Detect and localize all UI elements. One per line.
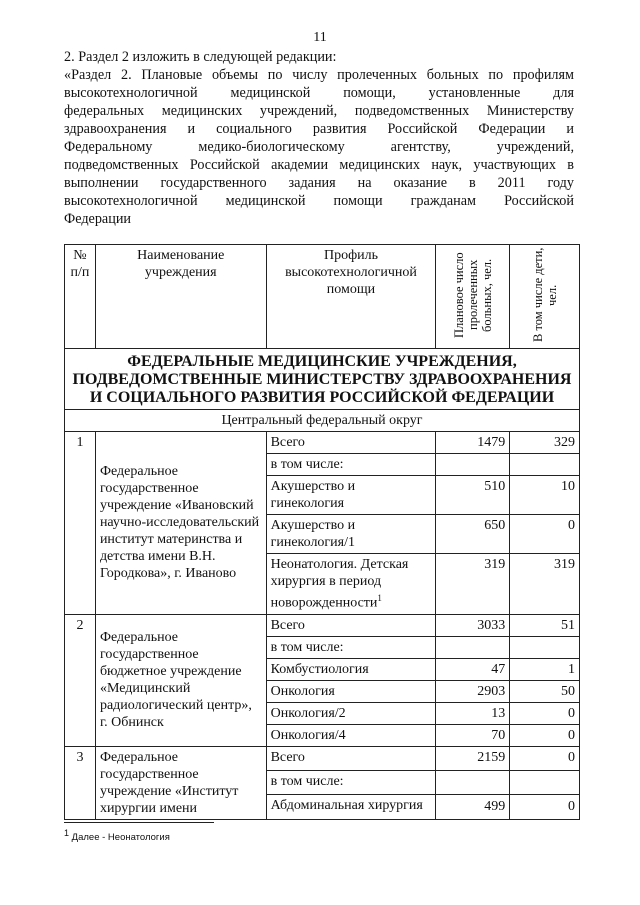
header-num: № п/п (65, 245, 96, 349)
children-cell (510, 454, 580, 476)
plan-cell: 510 (436, 476, 510, 515)
profile-cell: Акушерство и гинекология/1 (266, 515, 436, 554)
profile-cell: в том числе: (266, 636, 436, 658)
plan-cell: 47 (436, 658, 510, 680)
plan-cell: 13 (436, 702, 510, 724)
plan-cell: 499 (436, 795, 510, 819)
row-num: 1 (65, 432, 96, 615)
district-row: Центральный федеральный округ (65, 410, 580, 432)
row-num: 3 (65, 746, 96, 819)
volumes-table (64, 244, 580, 820)
table-row (65, 432, 580, 454)
children-cell: 0 (510, 702, 580, 724)
profile-cell: Онкология (266, 680, 436, 702)
profile-cell (266, 554, 436, 615)
header-plan: Плановое число пролеченных больных, чел. (451, 252, 494, 338)
intro-line: выполнении государственного задания на оказание в 2011 году (64, 175, 574, 191)
plan-cell: 2159 (436, 746, 510, 770)
institution-name: Федеральное государственное учреждение «Ивановский научно-исследовательский институт материнства и детства имени В.Н. Городкова», г. Иваново (95, 432, 266, 615)
profile-cell: Акушерство и гинекология (266, 476, 436, 515)
table-row (65, 746, 580, 770)
profile-cell: Онкология/2 (266, 702, 436, 724)
children-cell: 319 (510, 554, 580, 615)
intro-line: федеральных медицинских учреждений, подведомственных Министерству (64, 103, 574, 119)
intro-line: высокотехнологичной медицинской помощи, установленные для (64, 85, 574, 101)
institution-name: Федеральное государственное учреждение «Институт хирургии имени (95, 746, 266, 819)
footnote (64, 828, 170, 843)
header-profile: Профиль высокотехнологичной помощи (266, 245, 436, 349)
children-cell: 0 (510, 724, 580, 746)
plan-cell: 3033 (436, 614, 510, 636)
intro-line: высокотехнологичной медицинской помощи гражданам Российской (64, 193, 574, 209)
intro-line: Федеральному медико-биологическому агентству, учреждений, (64, 139, 574, 155)
intro-line: здравоохранения и социального развития Российской Федерации и (64, 121, 574, 137)
plan-cell: 2903 (436, 680, 510, 702)
footnote-ref: 1 (377, 593, 382, 603)
children-cell: 10 (510, 476, 580, 515)
profile-cell: Онкология/4 (266, 724, 436, 746)
header-name: Наименование учреждения (95, 245, 266, 349)
children-cell: 0 (510, 795, 580, 819)
profile-cell: в том числе: (266, 454, 436, 476)
profile-cell: Всего (266, 614, 436, 636)
children-cell: 0 (510, 515, 580, 554)
plan-cell: 1479 (436, 432, 510, 454)
intro-text (64, 48, 574, 228)
header-children-cell (510, 245, 580, 349)
profile-cell: в том числе: (266, 770, 436, 794)
plan-cell: 70 (436, 724, 510, 746)
header-plan-cell (436, 245, 510, 349)
profile-text: Неонатология. Детская хирургия в период новорожденности (270, 557, 409, 611)
footnote-text: Далее - Неонатология (69, 832, 170, 844)
plan-cell (436, 454, 510, 476)
children-cell: 1 (510, 658, 580, 680)
intro-line: «Раздел 2. Плановые объемы по числу пролеченных больных по профилям (64, 67, 574, 83)
table-row (65, 614, 580, 636)
header-children: В том числе дети, чел. (530, 247, 559, 343)
children-cell (510, 636, 580, 658)
children-cell: 329 (510, 432, 580, 454)
plan-cell (436, 636, 510, 658)
page-number: 11 (313, 30, 327, 45)
profile-cell: Всего (266, 432, 436, 454)
plan-cell: 319 (436, 554, 510, 615)
intro-line: Федерации (64, 211, 132, 227)
children-cell (510, 770, 580, 794)
plan-cell (436, 770, 510, 794)
footnote-mark: 1 (64, 828, 70, 838)
children-cell: 51 (510, 614, 580, 636)
children-cell: 0 (510, 746, 580, 770)
intro-line: подведомственных Российской академии медицинских наук, участвующих в (64, 157, 574, 173)
row-num: 2 (65, 614, 96, 746)
plan-cell: 650 (436, 515, 510, 554)
institution-name: Федеральное государственное бюджетное учреждение «Медицинский радиологический центр», г. Обнинск (95, 614, 266, 746)
footnote-divider (64, 822, 214, 823)
profile-cell: Абдоминальная хирургия (266, 795, 436, 819)
table-header-row (65, 245, 580, 349)
section-title: ФЕДЕРАЛЬНЫЕ МЕДИЦИНСКИЕ УЧРЕЖДЕНИЯ, ПОДВЕДОМСТВЕННЫЕ МИНИСТЕРСТВУ ЗДРАВООХРАНЕНИЯ И СОЦИАЛЬНОГО РАЗВИТИЯ РОССИЙСКОЙ ФЕДЕРАЦИИ (65, 349, 580, 410)
profile-cell: Комбустиология (266, 658, 436, 680)
profile-cell: Всего (266, 746, 436, 770)
children-cell: 50 (510, 680, 580, 702)
intro-line: 2. Раздел 2 изложить в следующей редакции: (64, 49, 337, 65)
